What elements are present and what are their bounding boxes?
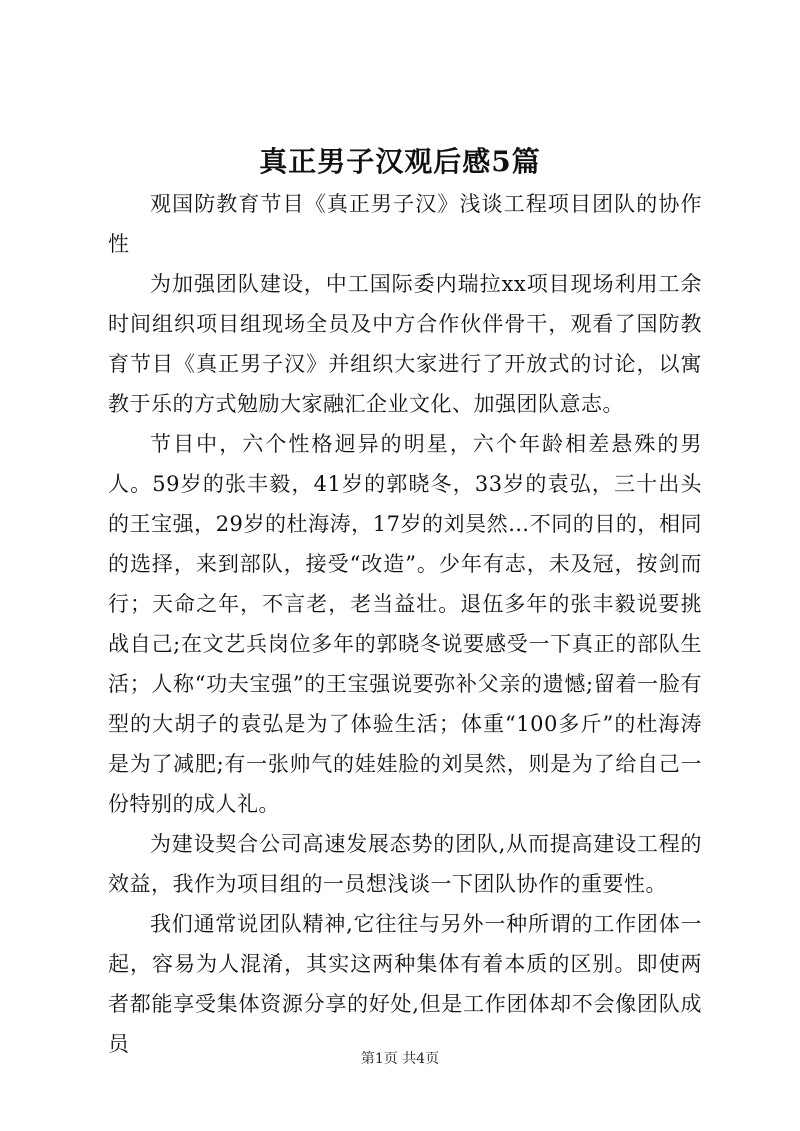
- paragraph: 我们通常说团队精神,它往往与另外一种所谓的工作团体一起，容易为人混淆，其实这两种集体有着本质的区别。即使两者都能享受集体资源分享的好处,但是工作团体却不会像团队成员: [108, 912, 702, 1056]
- paragraph: 为建设契合公司高速发展态势的团队,从而提高建设工程的效益，我作为项目组的一员想浅谈一下团队协作的重要性。: [108, 832, 702, 896]
- paragraph: 节目中，六个性格迥异的明星，六个年龄相差悬殊的男人。59岁的张丰毅，41岁的郭晓冬，33岁的袁弘，三十出头的王宝强，29岁的杜海涛，17岁的刘昊然…不同的目的，相同的选择，来到部队，接受“改造”。少年有志，未及冠，按剑而行；天命之年，不言老，老当益壮。退伍多年的张丰毅说要挑战自己;在文艺兵岗位多年的郭晓冬说要感受一下真正的部队生活；人称“功夫宝强”的王宝强说要弥补父亲的遗憾;留着一脸有型的大胡子的袁弘是为了体验生活；体重“100多斤”的杜海涛是为了减肥;有一张帅气的娃娃脸的刘昊然，则是为了给自己一份特别的成人礼。: [108, 432, 702, 816]
- document-body: [108, 184, 702, 1064]
- paragraph: 为加强团队建设，中工国际委内瑞拉xx项目现场利用工余时间组织项目组现场全员及中方合作伙伴骨干，观看了国防教育节目《真正男子汉》并组织大家进行了开放式的讨论，以寓教于乐的方式勉励大家融汇企业文化、加强团队意志。: [108, 272, 702, 416]
- page-footer: 第1页 共4页: [360, 1051, 440, 1067]
- document-title: 真正男子汉观后感5篇: [259, 145, 541, 178]
- paragraph-subtitle: 观国防教育节目《真正男子汉》浅谈工程项目团队的协作性: [108, 192, 702, 256]
